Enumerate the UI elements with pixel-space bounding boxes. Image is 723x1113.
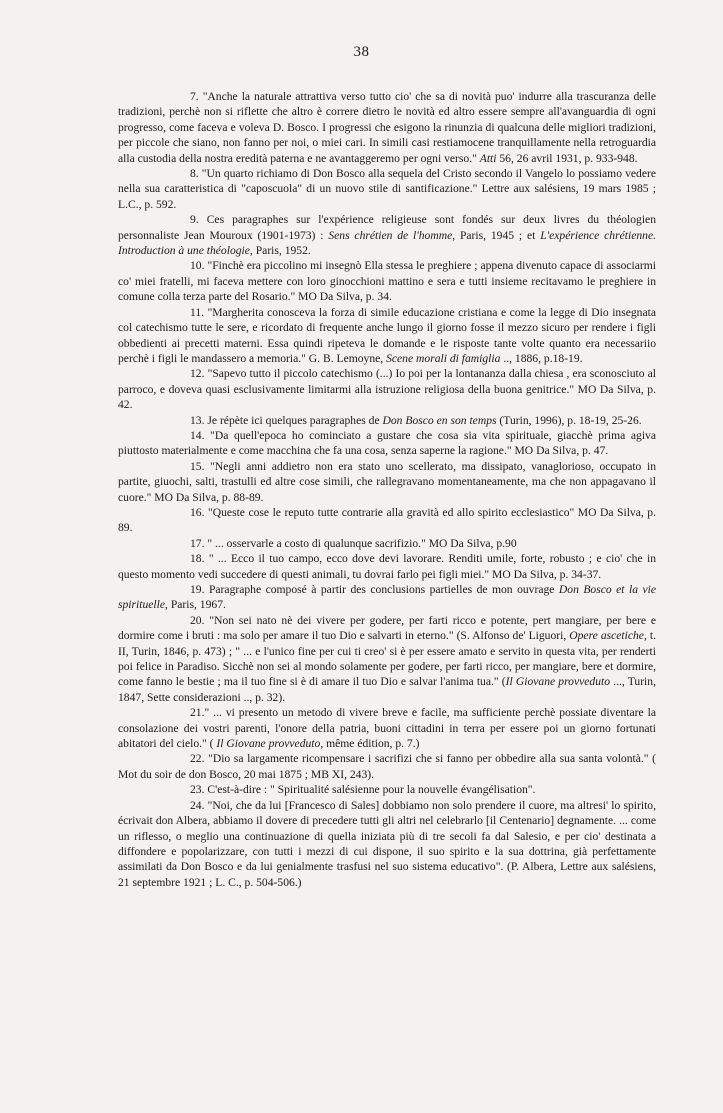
footnote: 13. Je répète ici quelques paragraphes de Don Bosco en son temps (Turin, 1996), p. 18-19, 25-26.: [190, 413, 642, 427]
footnote: 7. "Anche la naturale attrattiva verso tutto cio' che sa di novità puo' indurre alla trascuranza delle tradizioni, perchè non si riflette che altro è correre dietro le novità ed altro essere sempre all'avanguardia di ogni progresso, come faceva e voleva D. Bosco. I progressi che esigono la rinunzia di qualcuna delle migliori tradizioni, per piccole che siano, non fanno per noi, o miei cari. In simili casi restiamocene tranquillamente nella retroguardia alla custodia della nostra eredità paterna e ne avantaggeremo per ogni verso." Atti 56, 26 avril 1931, p. 933-948.: [118, 90, 656, 165]
footnotes-list: [118, 89, 656, 890]
footnote: 16. "Queste cose le reputo tutte contrarie alla gravità ed allo spirito ecclesiastico" MO Da Silva, p. 89.: [118, 505, 656, 535]
footnote: 9. Ces paragraphes sur l'expérience religieuse sont fondés sur deux livres du théologien personnaliste Jean Mouroux (1901-1973) : Sens chrétien de l'homme, Paris, 1945 ; et L'expérience chrétienne. Introduction à une théologie, Paris, 1952.: [118, 213, 656, 258]
footnote: 15. "Negli anni addietro non era stato uno scellerato, ma dissipato, vanaglorioso, occupato in partite, giuochi, salti, trastulli ed altre cose simili, che rallegravano momentaneamente, ma che non appagavano il cuore." MO Da Silva, p. 88-89.: [118, 459, 656, 504]
page-number: 38: [353, 44, 370, 60]
footnote: 10. "Finchè era piccolino mi insegnò Ella stessa le preghiere ; appena divenuto capace di associarmi co' miei fratelli, mi faceva mettere con loro ginocchioni mattino e sera e tutti insieme recitavamo le preghiere in comune colla terza parte del Rosario." MO Da Silva, p. 34.: [118, 259, 656, 304]
footnote: 18. " ... Ecco il tuo campo, ecco dove devi lavorare. Renditi umile, forte, robusto ; e cio' che in questo momento vedi succedere di questi animali, tu dovrai farlo pei figli miei." MO Da Silva, p. 34-37.: [118, 552, 656, 581]
footnote: 11. "Margherita conosceva la forza di simile educazione cristiana e come la legge di Dio insegnata col catechismo tutte le sere, e ricordato di frequente anche lungo il giorno fosse il mezzo sicuro per rendere i figli obbedienti ai precetti materni. Essa quindi ripeteva le domande e le risposte tante volte quanto era necessariio perchè i figli le mandassero a memoria." G. B. Lemoyne, Scene morali di famiglia .., 1886, p.18-19.: [118, 305, 656, 365]
footnote: 14. "Da quell'epoca ho cominciato a gustare che cosa sia vita spirituale, giacchè prima agiva piuttosto materialmente e come macchina che fa una cosa, senza saperne la ragione." MO Da Silva, p. 47.: [118, 428, 656, 458]
footnote: 19. Paragraphe composé à partir des conclusions partielles de mon ouvrage Don Bosco et la vie spirituelle, Paris, 1967.: [118, 583, 656, 612]
footnote: 20. "Non sei nato nè dei vivere per godere, per farti ricco e potente, pert mangiare, per bere e dormire come i bruti : ma solo per amare il tuo Dio e salvarti in eterno." (S. Alfonso de' Liguori, Opere ascetiche, t. II, Turin, 1846, p. 473) ; " ... e l'unico fine per cui ti creo' si è per essere amato e servito in questa vita, per renderti poi felice in Paradiso. Sicchè non sei al mondo solamente per godere, per farti ricco, per mangiare, bere et dormire, come fanno le bestie ; ma il tuo fine si è di amare il tuo Dio e salvar l'anima tua." (Il Giovane provveduto ..., Turin, 1847, Sette considerazioni .., p. 32).: [118, 613, 657, 704]
footnote: 24. "Noi, che da lui [Francesco di Sales] dobbiamo non solo prendere il cuore, ma altresi' lo spirito, écrivait don Albera, abbiamo il dovere di precedere tutti gli altri nel celebrarlo [il Centenario] degnamente. ... come un riflesso, o meglio una continuazione di quella iniziata più di tre secoli fa dal Salesio, e per cio' destinata a diffondere e popolarizzare, con tutti i mezzi di cui dispone, il suo spirito e la sua dottrina, già perfettamente assimilati da Don Bosco e da lui genialmente trasfusi nel suo sistema educativo". (P. Albera, Lettre aux salésiens, 21 septembre 1921 ; L. C., p. 504-506.): [118, 798, 656, 889]
footnote: 22. "Dio sa largamente ricompensare i sacrifizi che si fanno per obbedire alla sua santa volontà." ( Mot du soir de don Bosco, 20 mai 1875 ; MB XI, 243).: [118, 752, 656, 781]
footnote: 8. "Un quarto richiamo di Don Bosco alla sequela del Cristo secondo il Vangelo lo possiamo vedere nella sua caratteristica di "caposcuola" di un nuovo stile di santificazione." Lettre aux salésiens, 19 mars 1985 ; L.C., p. 592.: [118, 167, 656, 211]
footnote: 12. "Sapevo tutto il piccolo catechismo (...) Io poi per la lontananza dalla chiesa , era sconosciuto al parroco, e doveva quasi esclusivamente limitarmi alla istruzione religiosa della buona genitrice." MO Da Silva, p. 42.: [118, 367, 656, 412]
footnote: 23. C'est-à-dire : " Spiritualité salésienne pour la nouvelle évangélisation".: [190, 783, 536, 797]
footnote: 17. " ... osservarle a costo di qualunque sacrifizio." MO Da Silva, p.90: [190, 536, 517, 550]
footnote: 21." ... vi presento un metodo di vivere breve e facile, ma sufficiente perchè possiate diventare la consolazione dei vostri parenti, l'onore della patria, buoni cittadini in terra per essere poi un giorno fortunati abitatori del cielo." ( Il Giovane provveduto, même édition, p. 7.): [118, 706, 656, 751]
